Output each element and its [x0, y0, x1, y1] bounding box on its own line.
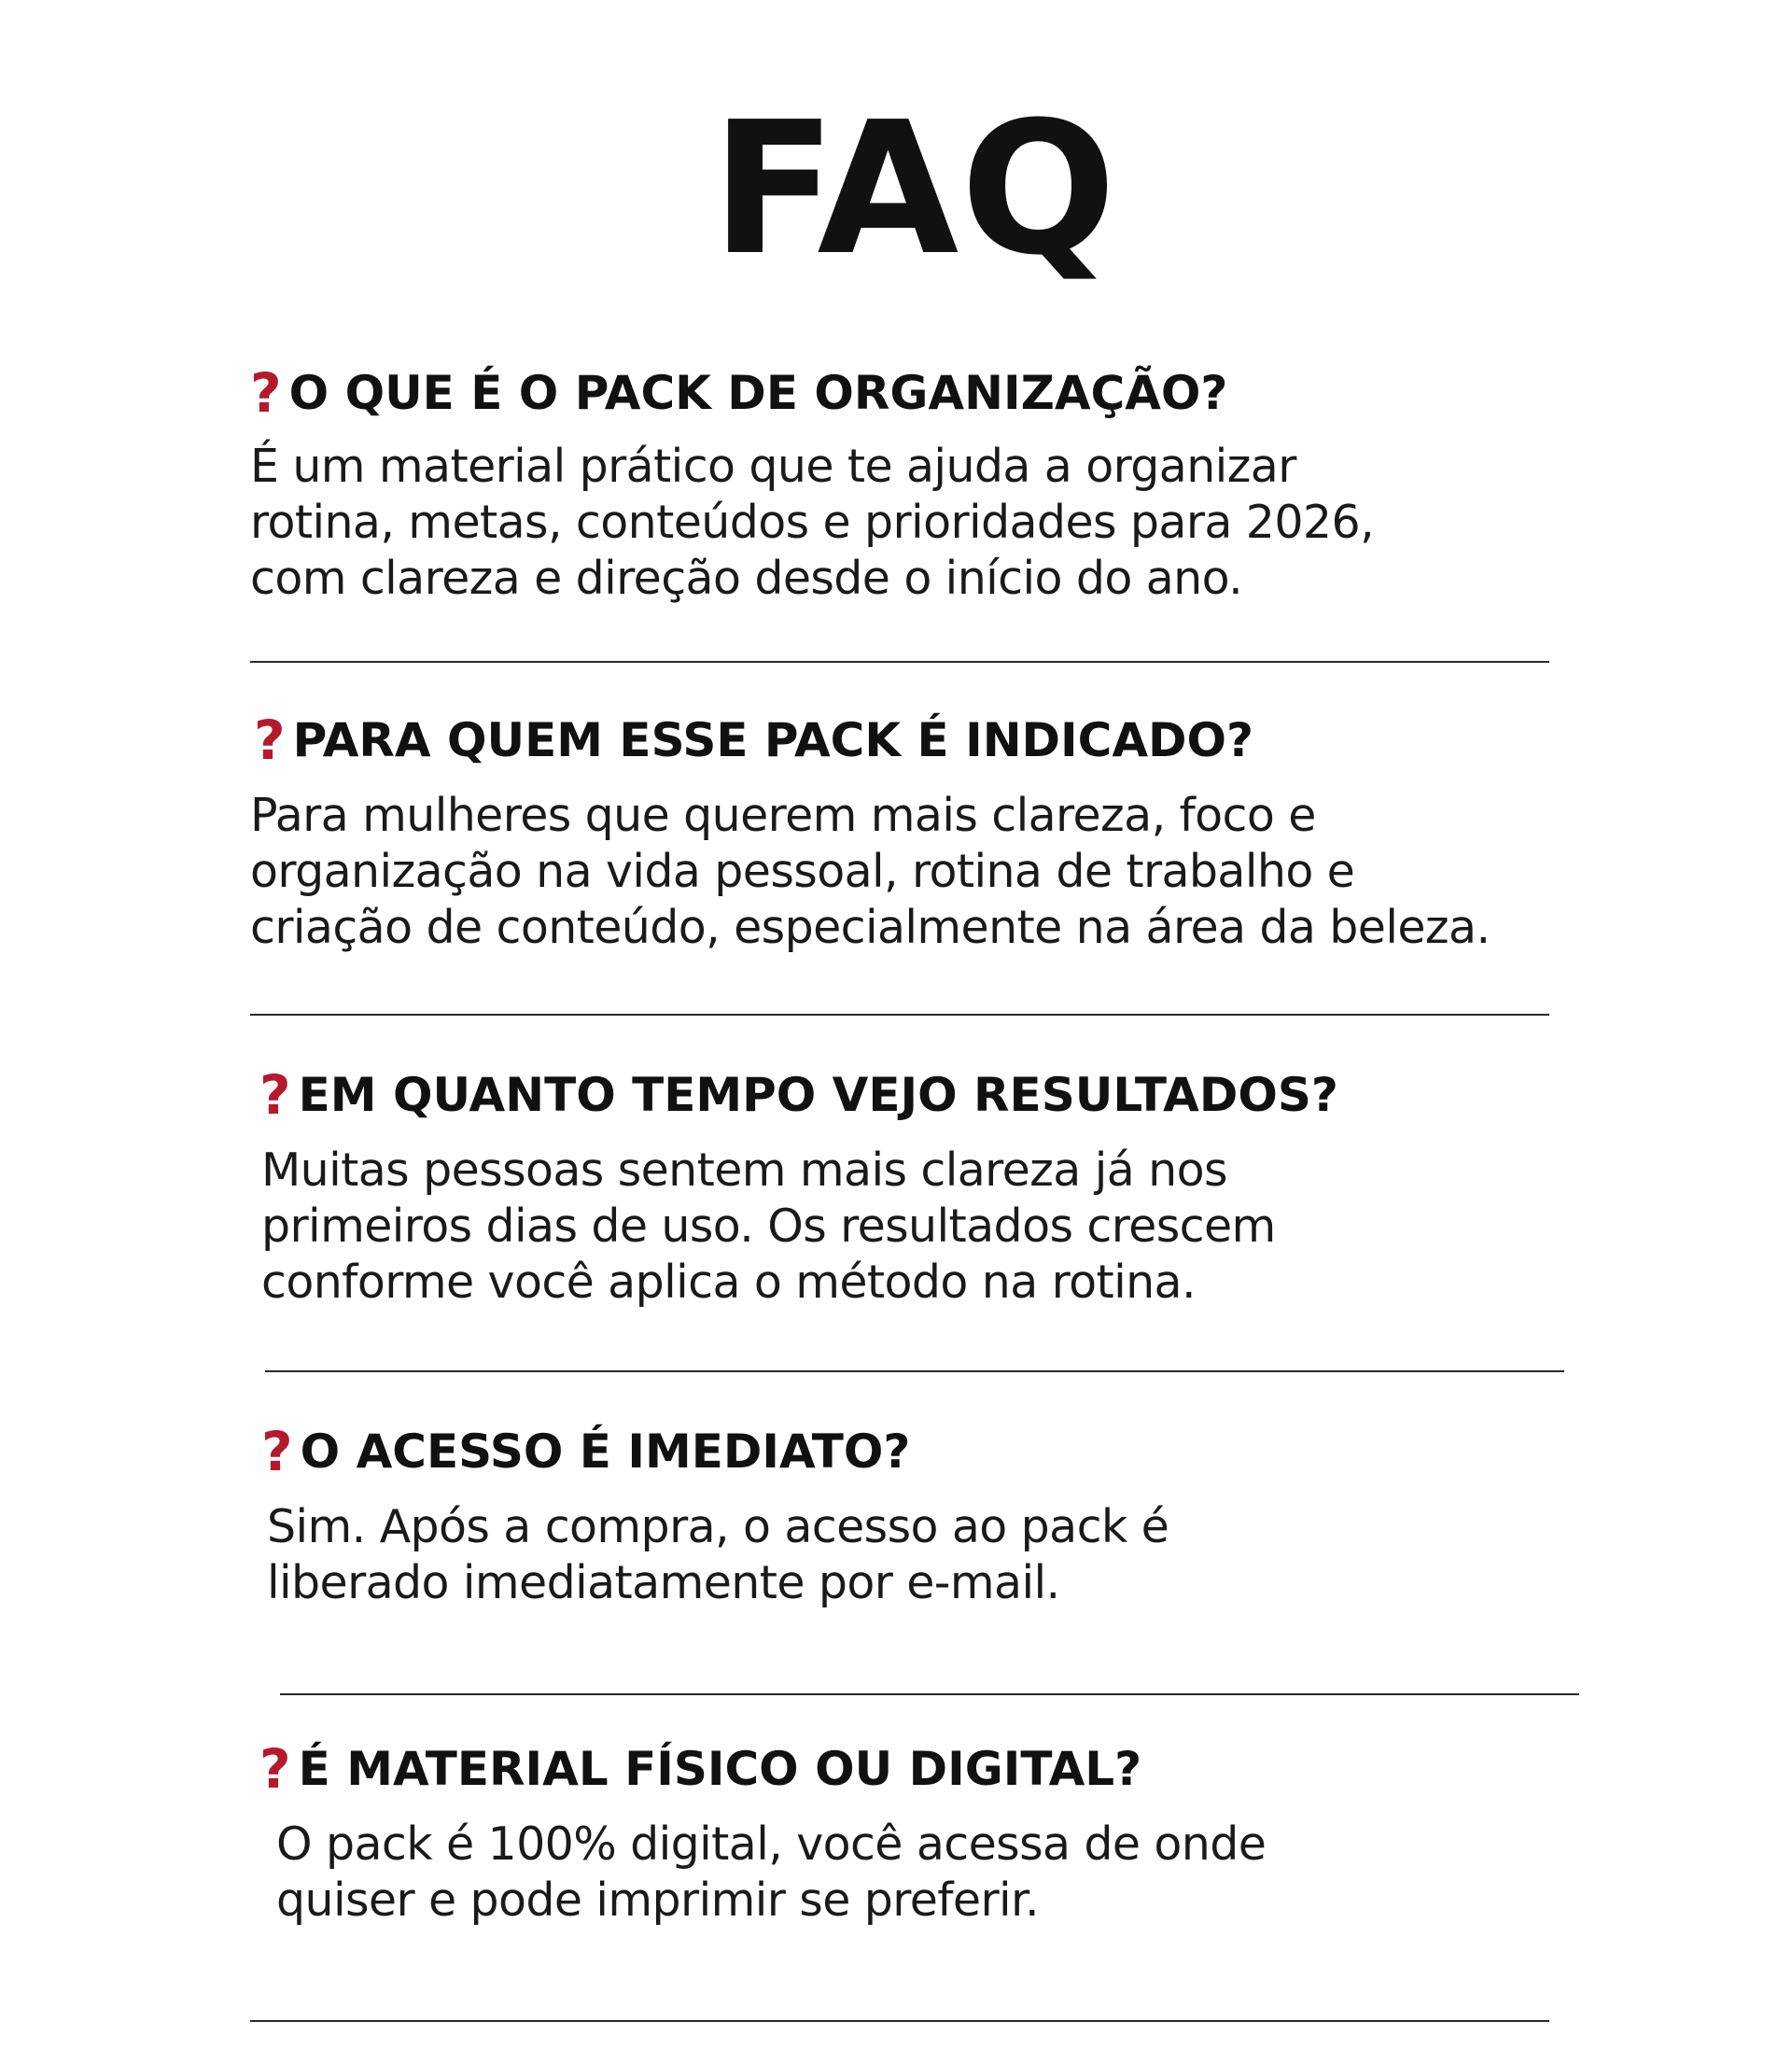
page-title: FAQ — [711, 83, 1118, 296]
divider — [265, 1370, 1564, 1372]
faq-answer — [267, 1499, 1169, 1611]
faq-answer-line: O pack é 100% digital, você acessa de onde — [276, 1817, 1267, 1871]
question-mark-icon: ? — [259, 1737, 291, 1801]
faq-question — [259, 1737, 1266, 1801]
faq-answer-line: primeiros dias de uso. Os resultados crescem — [261, 1200, 1276, 1253]
faq-answer-line: com clareza e direção desde o início do ano. — [250, 552, 1243, 605]
faq-question-text: O QUE É O PACK DE ORGANIZAÇÃO? — [288, 366, 1228, 420]
faq-question-text: O ACESSO É IMEDIATO? — [300, 1424, 911, 1479]
faq-item-1 — [250, 361, 1375, 607]
faq-answer — [250, 439, 1374, 607]
faq-question-text: EM QUANTO TEMPO VEJO RESULTADOS? — [298, 1068, 1338, 1122]
divider — [280, 1693, 1579, 1695]
question-mark-icon: ? — [250, 361, 282, 425]
faq-answer-line: rotina, metas, conteúdos e prioridades para 2026, — [250, 496, 1375, 549]
faq-item-4 — [261, 1420, 1169, 1611]
faq-answer — [250, 788, 1490, 956]
faq-answer-line: conforme você aplica o método na rotina. — [261, 1256, 1196, 1309]
divider — [250, 1014, 1549, 1016]
divider — [250, 2020, 1549, 2022]
faq-question — [254, 709, 1490, 772]
faq-question-text: PARA QUEM ESSE PACK É INDICADO? — [292, 713, 1254, 767]
faq-item-5 — [259, 1737, 1267, 1929]
faq-item-3 — [259, 1063, 1338, 1311]
faq-item-2 — [250, 709, 1491, 956]
faq-answer-line: Para mulheres que querem mais clareza, foco e — [250, 789, 1316, 842]
faq-question — [261, 1420, 1169, 1483]
question-mark-icon: ? — [254, 709, 286, 772]
faq-answer-line: Muitas pessoas sentem mais clareza já nos — [261, 1144, 1227, 1197]
question-mark-icon: ? — [261, 1420, 293, 1483]
question-mark-icon: ? — [259, 1063, 291, 1127]
faq-answer-line: É um material prático que te ajuda a organizar — [250, 440, 1296, 493]
faq-answer-line: organização na vida pessoal, rotina de trabalho e — [250, 845, 1355, 898]
faq-answer-line: quiser e pode imprimir se preferir. — [276, 1874, 1040, 1927]
faq-answer — [261, 1143, 1338, 1311]
faq-question — [259, 1063, 1338, 1127]
faq-question — [250, 361, 1374, 425]
divider — [250, 661, 1549, 663]
faq-question-text: É MATERIAL FÍSICO OU DIGITAL? — [298, 1742, 1142, 1796]
faq-answer-line: Sim. Após a compra, o acesso ao pack é — [267, 1500, 1169, 1553]
faq-answer — [276, 1817, 1266, 1929]
faq-answer-line: criação de conteúdo, especialmente na área da beleza. — [250, 901, 1491, 954]
faq-answer-line: liberado imediatamente por e-mail. — [267, 1556, 1060, 1609]
